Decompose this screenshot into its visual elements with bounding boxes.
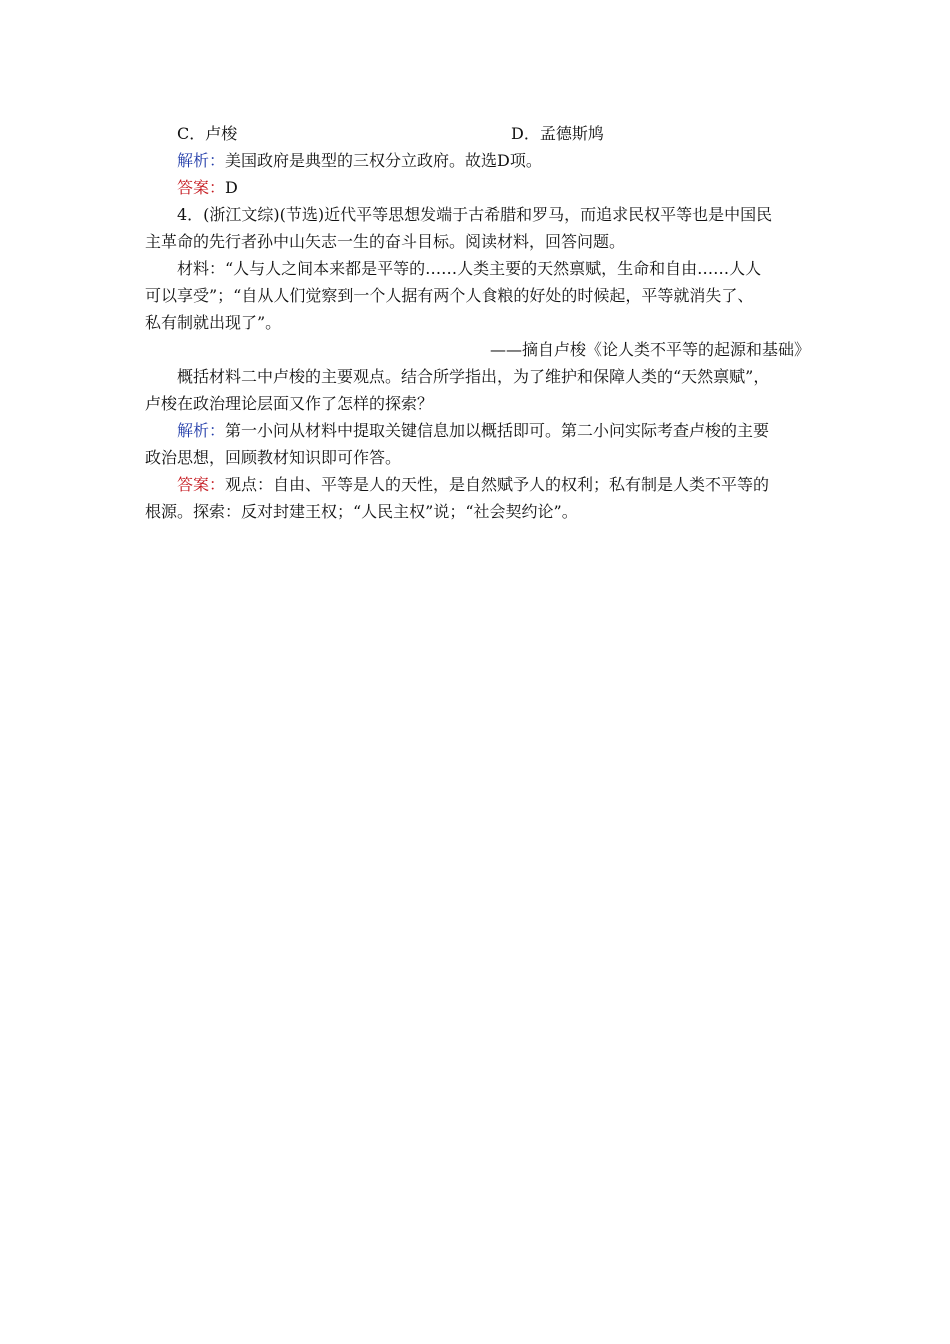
q4-question-line2: 卢梭在政治理论层面又作了怎样的探索？	[145, 394, 434, 413]
q3-analysis-label: 解析：	[177, 151, 226, 170]
q4-answer-line2: 根源。探索：反对封建王权；“人民主权”说；“社会契约论”。	[145, 502, 578, 521]
q4-stem-line2: 主革命的先行者孙中山矢志一生的奋斗目标。阅读材料，回答问题。	[145, 232, 626, 251]
q4-analysis-line2: 政治思想，回顾教材知识即可作答。	[145, 448, 402, 467]
q4-material-source: ——摘自卢梭《论人类不平等的起源和基础》	[489, 340, 810, 359]
option-d: D．孟德斯鸠	[511, 124, 604, 143]
q4-analysis-line1	[145, 417, 810, 444]
q4-question-line1: 概括材料二中卢梭的主要观点。结合所学指出，为了维护和保障人类的“天然禀赋”，	[177, 367, 770, 386]
q3-analysis	[145, 147, 810, 174]
q4-answer-label: 答案：	[177, 475, 226, 494]
q4-analysis-label: 解析：	[177, 421, 226, 440]
q3-answer	[145, 174, 810, 201]
q4-stem-line1: 4．(浙江文综)(节选)近代平等思想发端于古希腊和罗马，而追求民权平等也是中国民	[177, 205, 773, 224]
options-row	[145, 120, 810, 147]
q3-answer-text: D	[225, 178, 238, 197]
q3-analysis-text: 美国政府是典型的三权分立政府。故选D项。	[225, 151, 542, 170]
document-page	[145, 120, 810, 525]
q4-material-line2: 可以享受”；“自从人们觉察到一个人据有两个人食粮的好处的时候起，平等就消失了、	[145, 286, 754, 305]
q4-material-line1: 材料：“人与人之间本来都是平等的……人类主要的天然禀赋，生命和自由……人人	[177, 259, 762, 278]
q4-answer-text: 观点：自由、平等是人的天性，是自然赋予人的权利；私有制是人类不平等的	[225, 475, 770, 494]
option-c: C．卢梭	[177, 124, 238, 143]
q4-material-line3: 私有制就出现了”。	[145, 313, 282, 332]
q3-answer-label: 答案：	[177, 178, 226, 197]
q4-analysis-text: 第一小问从材料中提取关键信息加以概括即可。第二小问实际考查卢梭的主要	[225, 421, 770, 440]
q4-answer-line1	[145, 471, 810, 498]
